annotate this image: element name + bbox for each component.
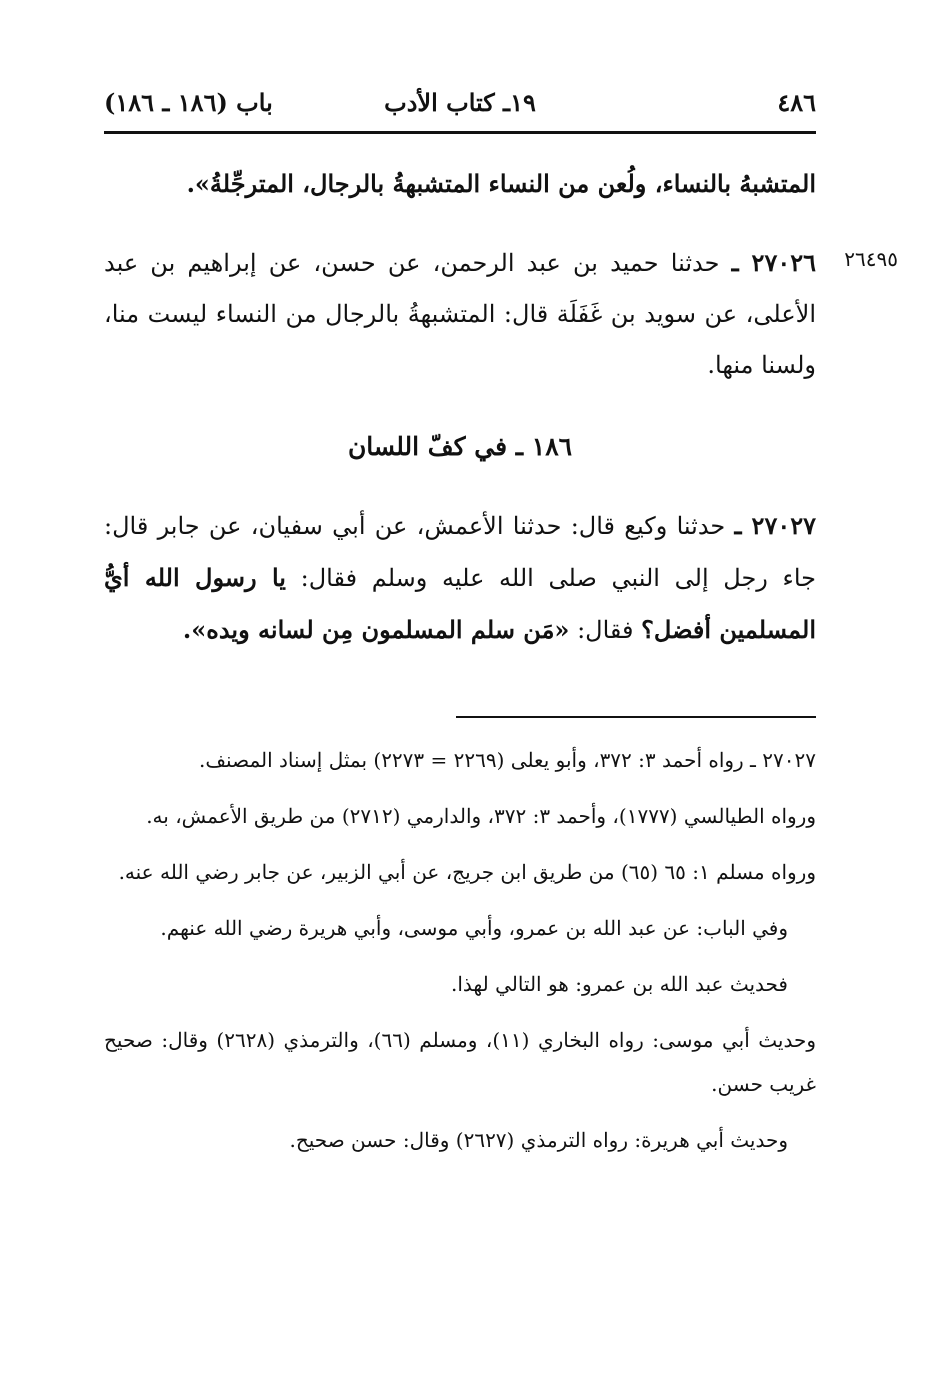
book-title: ١٩ـ كتاب الأدب [384, 88, 536, 117]
footnote: ورواه مسلم ١: ٦٥ (٦٥) من طريق ابن جريج، عن أبي الزبير، عن جابر رضي الله عنه. [118, 860, 816, 884]
footnote: ورواه الطيالسي (١٧٧٧)، وأحمد ٣: ٣٧٢، والدارمي (٢٧١٢) من طريق الأعمش، به. [146, 804, 816, 828]
hadith-27026 [104, 237, 816, 391]
footnote-divider [456, 716, 816, 718]
margin-reference-number: ٢٦٤٩٥ [844, 247, 898, 271]
hadith-27027 [104, 500, 816, 656]
chapter-range: باب (١٨٦ ـ ١٨٦) [104, 88, 273, 117]
hadith-text: حدثنا حميد بن عبد الرحمن، عن حسن، عن إبراهيم بن عبد الأعلى، عن سويد بن غَفَلَة قال: المتشبهةُ بالرجال من النساء ليست منا، ولسنا منها. [104, 249, 817, 379]
page-header [104, 82, 816, 122]
section-title: ١٨٦ ـ في كفّ اللسان [347, 432, 573, 461]
main-text [104, 158, 816, 684]
page-number: ٤٨٦ [777, 88, 816, 117]
continuation-text: المتشبهُ بالنساء، ولُعن من النساء المتشبهةُ بالرجال، المترجِّلةُ». [186, 169, 816, 198]
hadith-number: ٢٧٠٢٦ ـ [731, 248, 816, 277]
hadith-question: يا رسول الله أيُّ المسلمين أفضل؟ [104, 563, 816, 644]
hadith-number: ٢٧٠٢٧ ـ [734, 511, 816, 540]
footnote: وحديث أبي هريرة: رواه الترمذي (٢٦٢٧) وقال: حسن صحيح. [289, 1128, 788, 1152]
footnote: وفي الباب: عن عبد الله بن عمرو، وأبي موسى، وأبي هريرة رضي الله عنهم. [160, 916, 788, 940]
hadith-text-2: فقال: [577, 616, 634, 644]
footnote: فحديث عبد الله بن عمرو: هو التالي لهذا. [450, 972, 788, 996]
header-divider [104, 131, 816, 134]
footnote: ٢٧٠٢٧ ـ رواه أحمد ٣: ٣٧٢، وأبو يعلى (٢٢٦٩ = ٢٢٧٣) بمثل إسناد المصنف. [199, 748, 816, 772]
hadith-text: حدثنا وكيع قال: حدثنا الأعمش، عن أبي سفيان، عن جابر قال: جاء رجل إلى النبي صلى الله عليه وسلم فقال: [104, 512, 816, 592]
footnotes [104, 738, 816, 1174]
hadith-answer: «مَن سلم المسلمون مِن لسانه ويده». [182, 615, 570, 644]
footnote: وحديث أبي موسى: رواه البخاري (١١)، ومسلم (٦٦)، والترمذي (٢٦٢٨) وقال: صحيح غريب حسن. [104, 1028, 817, 1096]
